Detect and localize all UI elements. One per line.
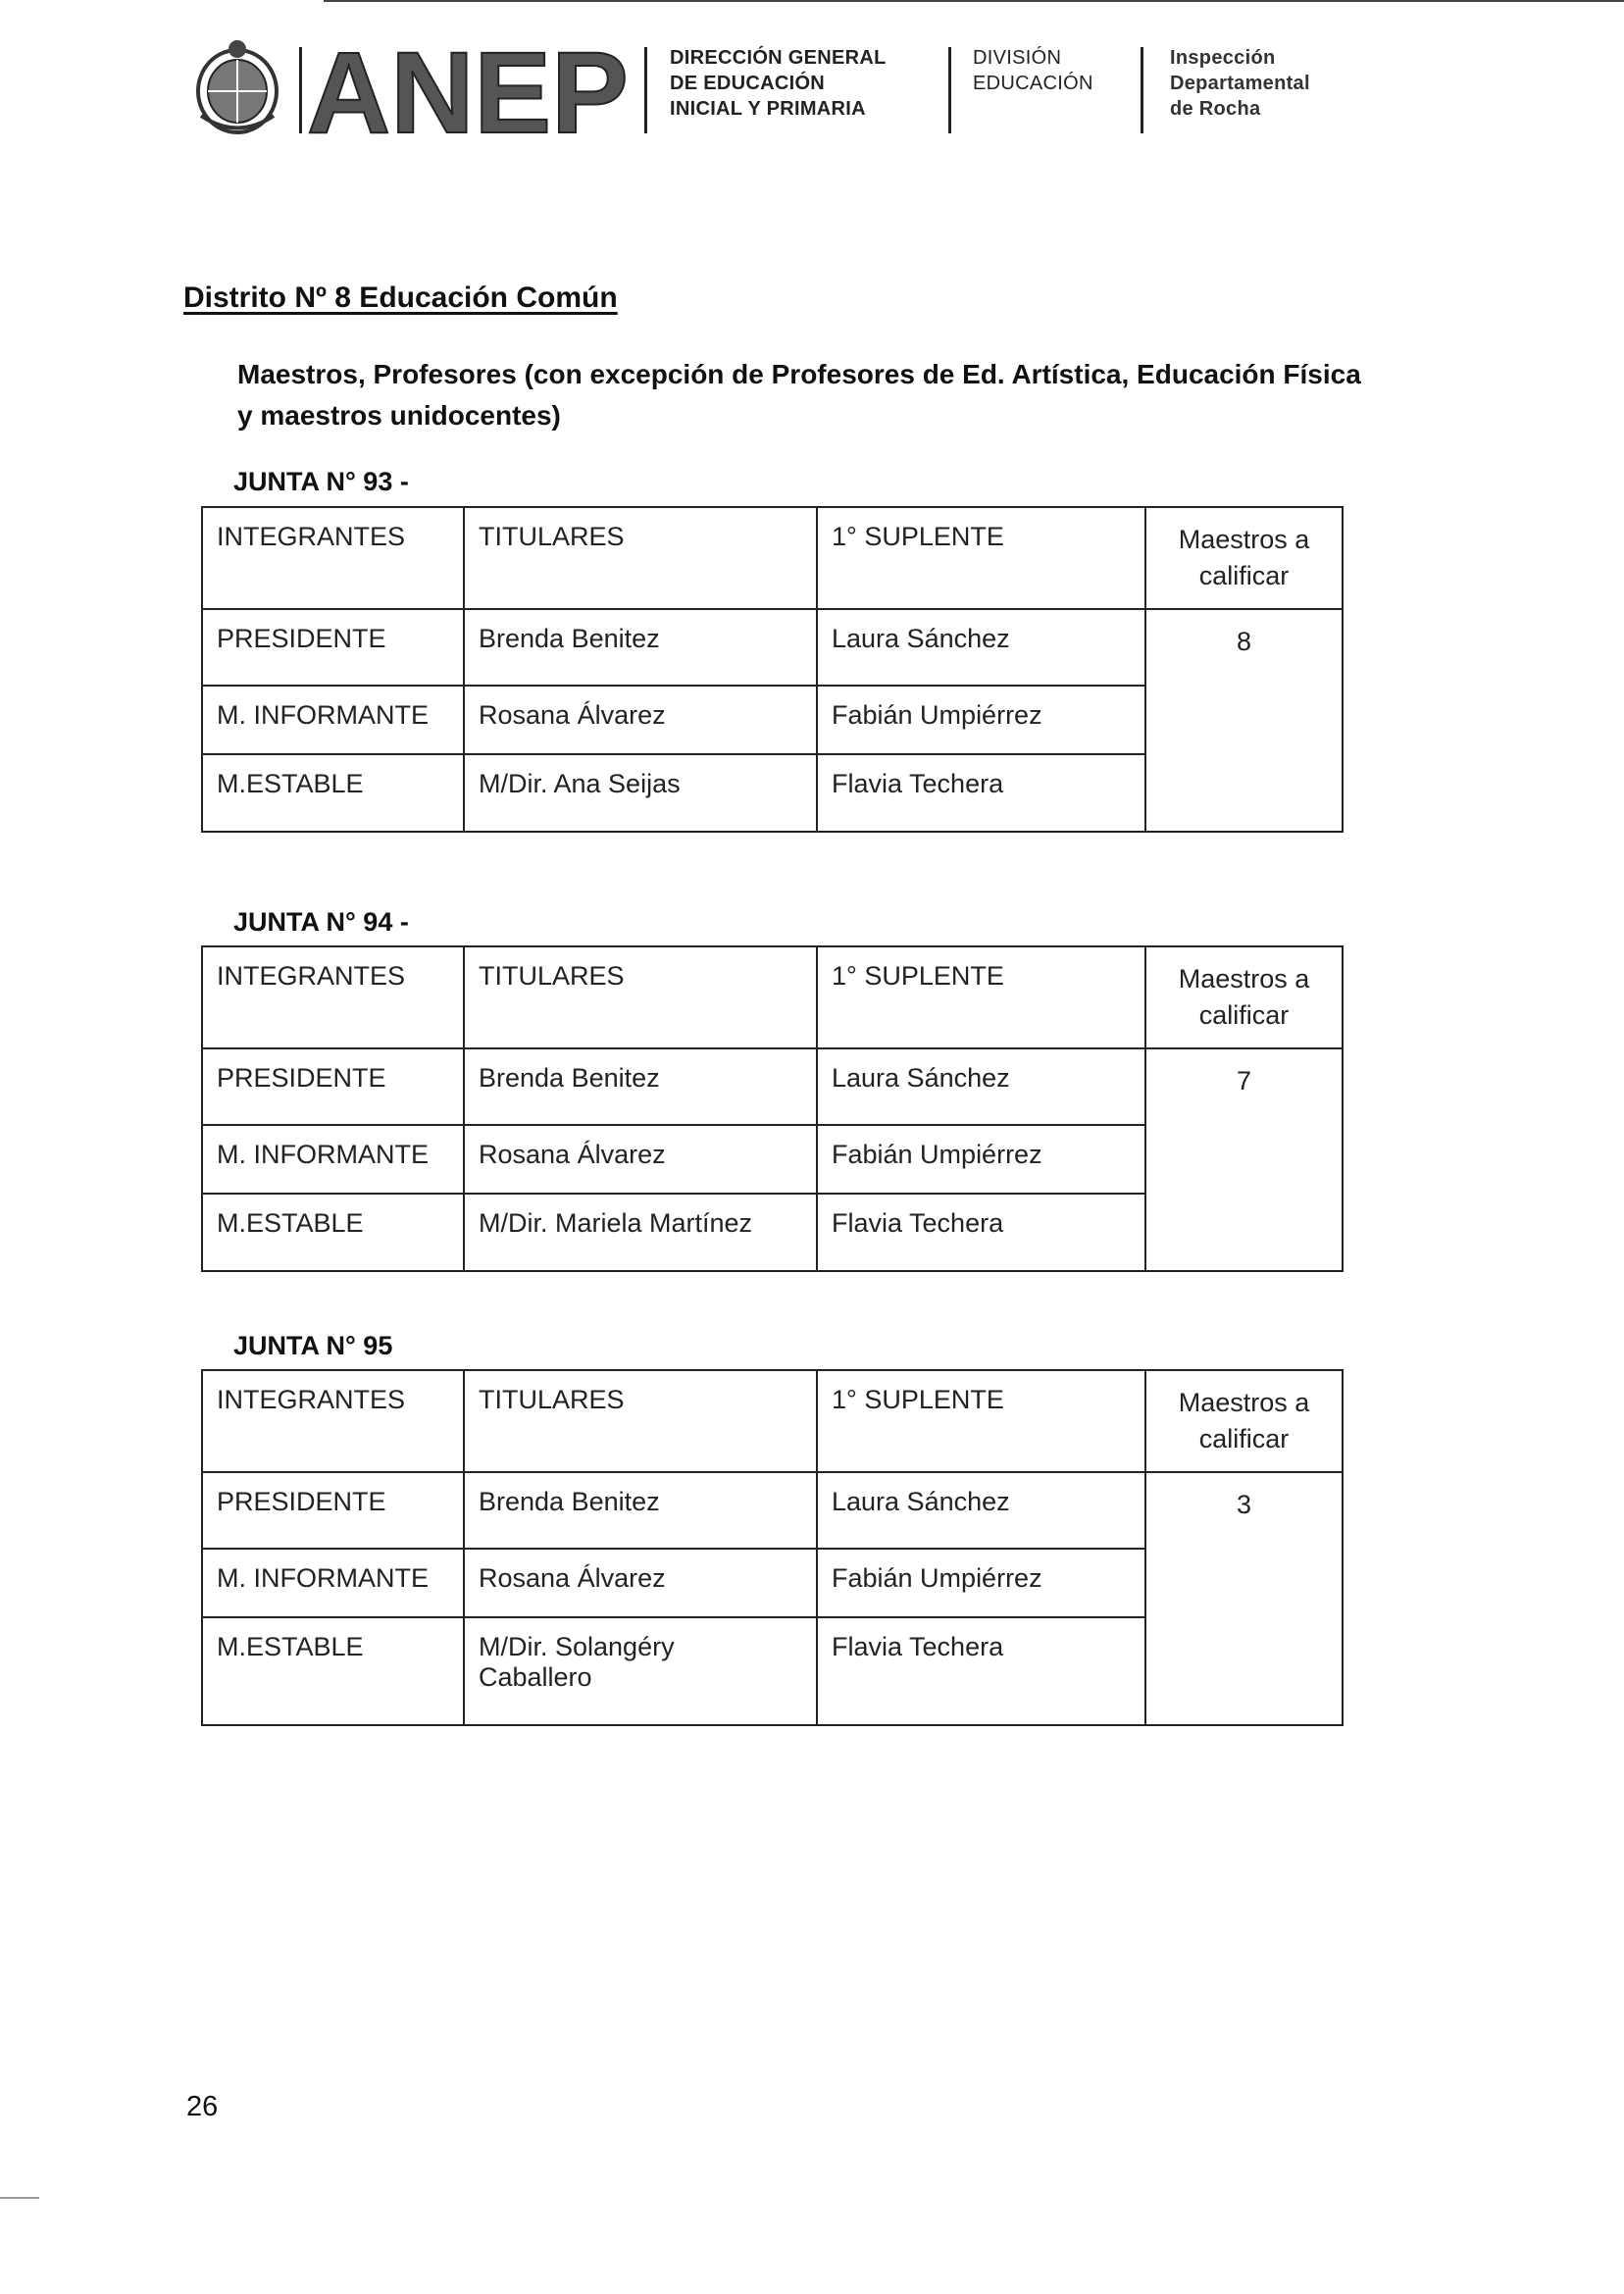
role-cell: PRESIDENTE [202, 1472, 464, 1549]
role-cell: M.ESTABLE [202, 1194, 464, 1271]
suplente-cell: Fabián Umpiérrez [817, 1549, 1145, 1617]
count-cell: 8 [1145, 609, 1343, 832]
header-cell: INTEGRANTES [202, 946, 464, 1048]
junta-table [201, 506, 1344, 833]
junta-label: JUNTA N° 95 [233, 1331, 393, 1360]
suplente-cell: Flavia Techera [817, 1617, 1145, 1725]
letterhead [191, 37, 1368, 145]
scan-left-mark [0, 2197, 39, 2199]
header-cell: TITULARES [464, 1370, 817, 1472]
header-divider [1141, 47, 1143, 133]
table-header-row [202, 507, 1343, 609]
header-divider [644, 47, 647, 133]
header-cell: INTEGRANTES [202, 1370, 464, 1472]
junta-table [201, 1369, 1344, 1726]
role-cell: M. INFORMANTE [202, 686, 464, 754]
document-title: Distrito Nº 8 Educación Común [183, 281, 618, 314]
suplente-cell: Flavia Techera [817, 1194, 1145, 1271]
role-cell: M.ESTABLE [202, 754, 464, 832]
titular-cell: Rosana Álvarez [464, 1125, 817, 1194]
suplente-cell: Laura Sánchez [817, 1048, 1145, 1125]
table-row [202, 1048, 1343, 1125]
titular-cell: M/Dir. Ana Seijas [464, 754, 817, 832]
suplente-cell: Fabián Umpiérrez [817, 1125, 1145, 1194]
header-cell: Maestros a calificar [1145, 1370, 1343, 1472]
titular-cell: Rosana Álvarez [464, 686, 817, 754]
suplente-cell: Laura Sánchez [817, 1472, 1145, 1549]
table-header-row [202, 1370, 1343, 1472]
role-cell: M. INFORMANTE [202, 1549, 464, 1617]
junta-table [201, 945, 1344, 1272]
header-cell: TITULARES [464, 946, 817, 1048]
titular-cell: Brenda Benitez [464, 1472, 817, 1549]
header-divider [299, 47, 302, 133]
header-cell: 1° SUPLENTE [817, 507, 1145, 609]
role-cell: PRESIDENTE [202, 1048, 464, 1125]
header-cell: INTEGRANTES [202, 507, 464, 609]
document-subtitle: Maestros, Profesores (con excepción de Profesores de Ed. Artística, Educación Física y maestros unidocentes) [237, 359, 1361, 431]
count-cell: 7 [1145, 1048, 1343, 1271]
org-direccion: DIRECCIÓN GENERAL DE EDUCACIÓN INICIAL Y PRIMARIA [670, 47, 887, 120]
suplente-cell: Fabián Umpiérrez [817, 686, 1145, 754]
junta-label: JUNTA N° 93 - [233, 467, 409, 496]
titular-cell: M/Dir. Solangéry Caballero [464, 1617, 817, 1725]
titular-cell: Brenda Benitez [464, 1048, 817, 1125]
national-seal-icon [191, 37, 284, 140]
table-header-row [202, 946, 1343, 1048]
titular-cell: Brenda Benitez [464, 609, 817, 686]
header-cell: 1° SUPLENTE [817, 1370, 1145, 1472]
titular-cell: Rosana Álvarez [464, 1549, 817, 1617]
header-cell: Maestros a calificar [1145, 507, 1343, 609]
svg-text:ANEP: ANEP [307, 42, 629, 140]
titular-cell: M/Dir. Mariela Martínez [464, 1194, 817, 1271]
junta-label: JUNTA N° 94 - [233, 907, 409, 937]
scan-top-rule [324, 0, 1624, 2]
header-divider [948, 47, 951, 133]
header-cell: Maestros a calificar [1145, 946, 1343, 1048]
table-row [202, 609, 1343, 686]
org-inspeccion: Inspección Departamental de Rocha [1170, 47, 1310, 120]
suplente-cell: Laura Sánchez [817, 609, 1145, 686]
suplente-cell: Flavia Techera [817, 754, 1145, 832]
org-division: DIVISIÓN EDUCACIÓN [973, 47, 1093, 94]
page-number: 26 [186, 2091, 219, 2122]
role-cell: M. INFORMANTE [202, 1125, 464, 1194]
header-cell: TITULARES [464, 507, 817, 609]
table-row [202, 1472, 1343, 1549]
role-cell: M.ESTABLE [202, 1617, 464, 1725]
count-cell: 3 [1145, 1472, 1343, 1725]
role-cell: PRESIDENTE [202, 609, 464, 686]
header-cell: 1° SUPLENTE [817, 946, 1145, 1048]
